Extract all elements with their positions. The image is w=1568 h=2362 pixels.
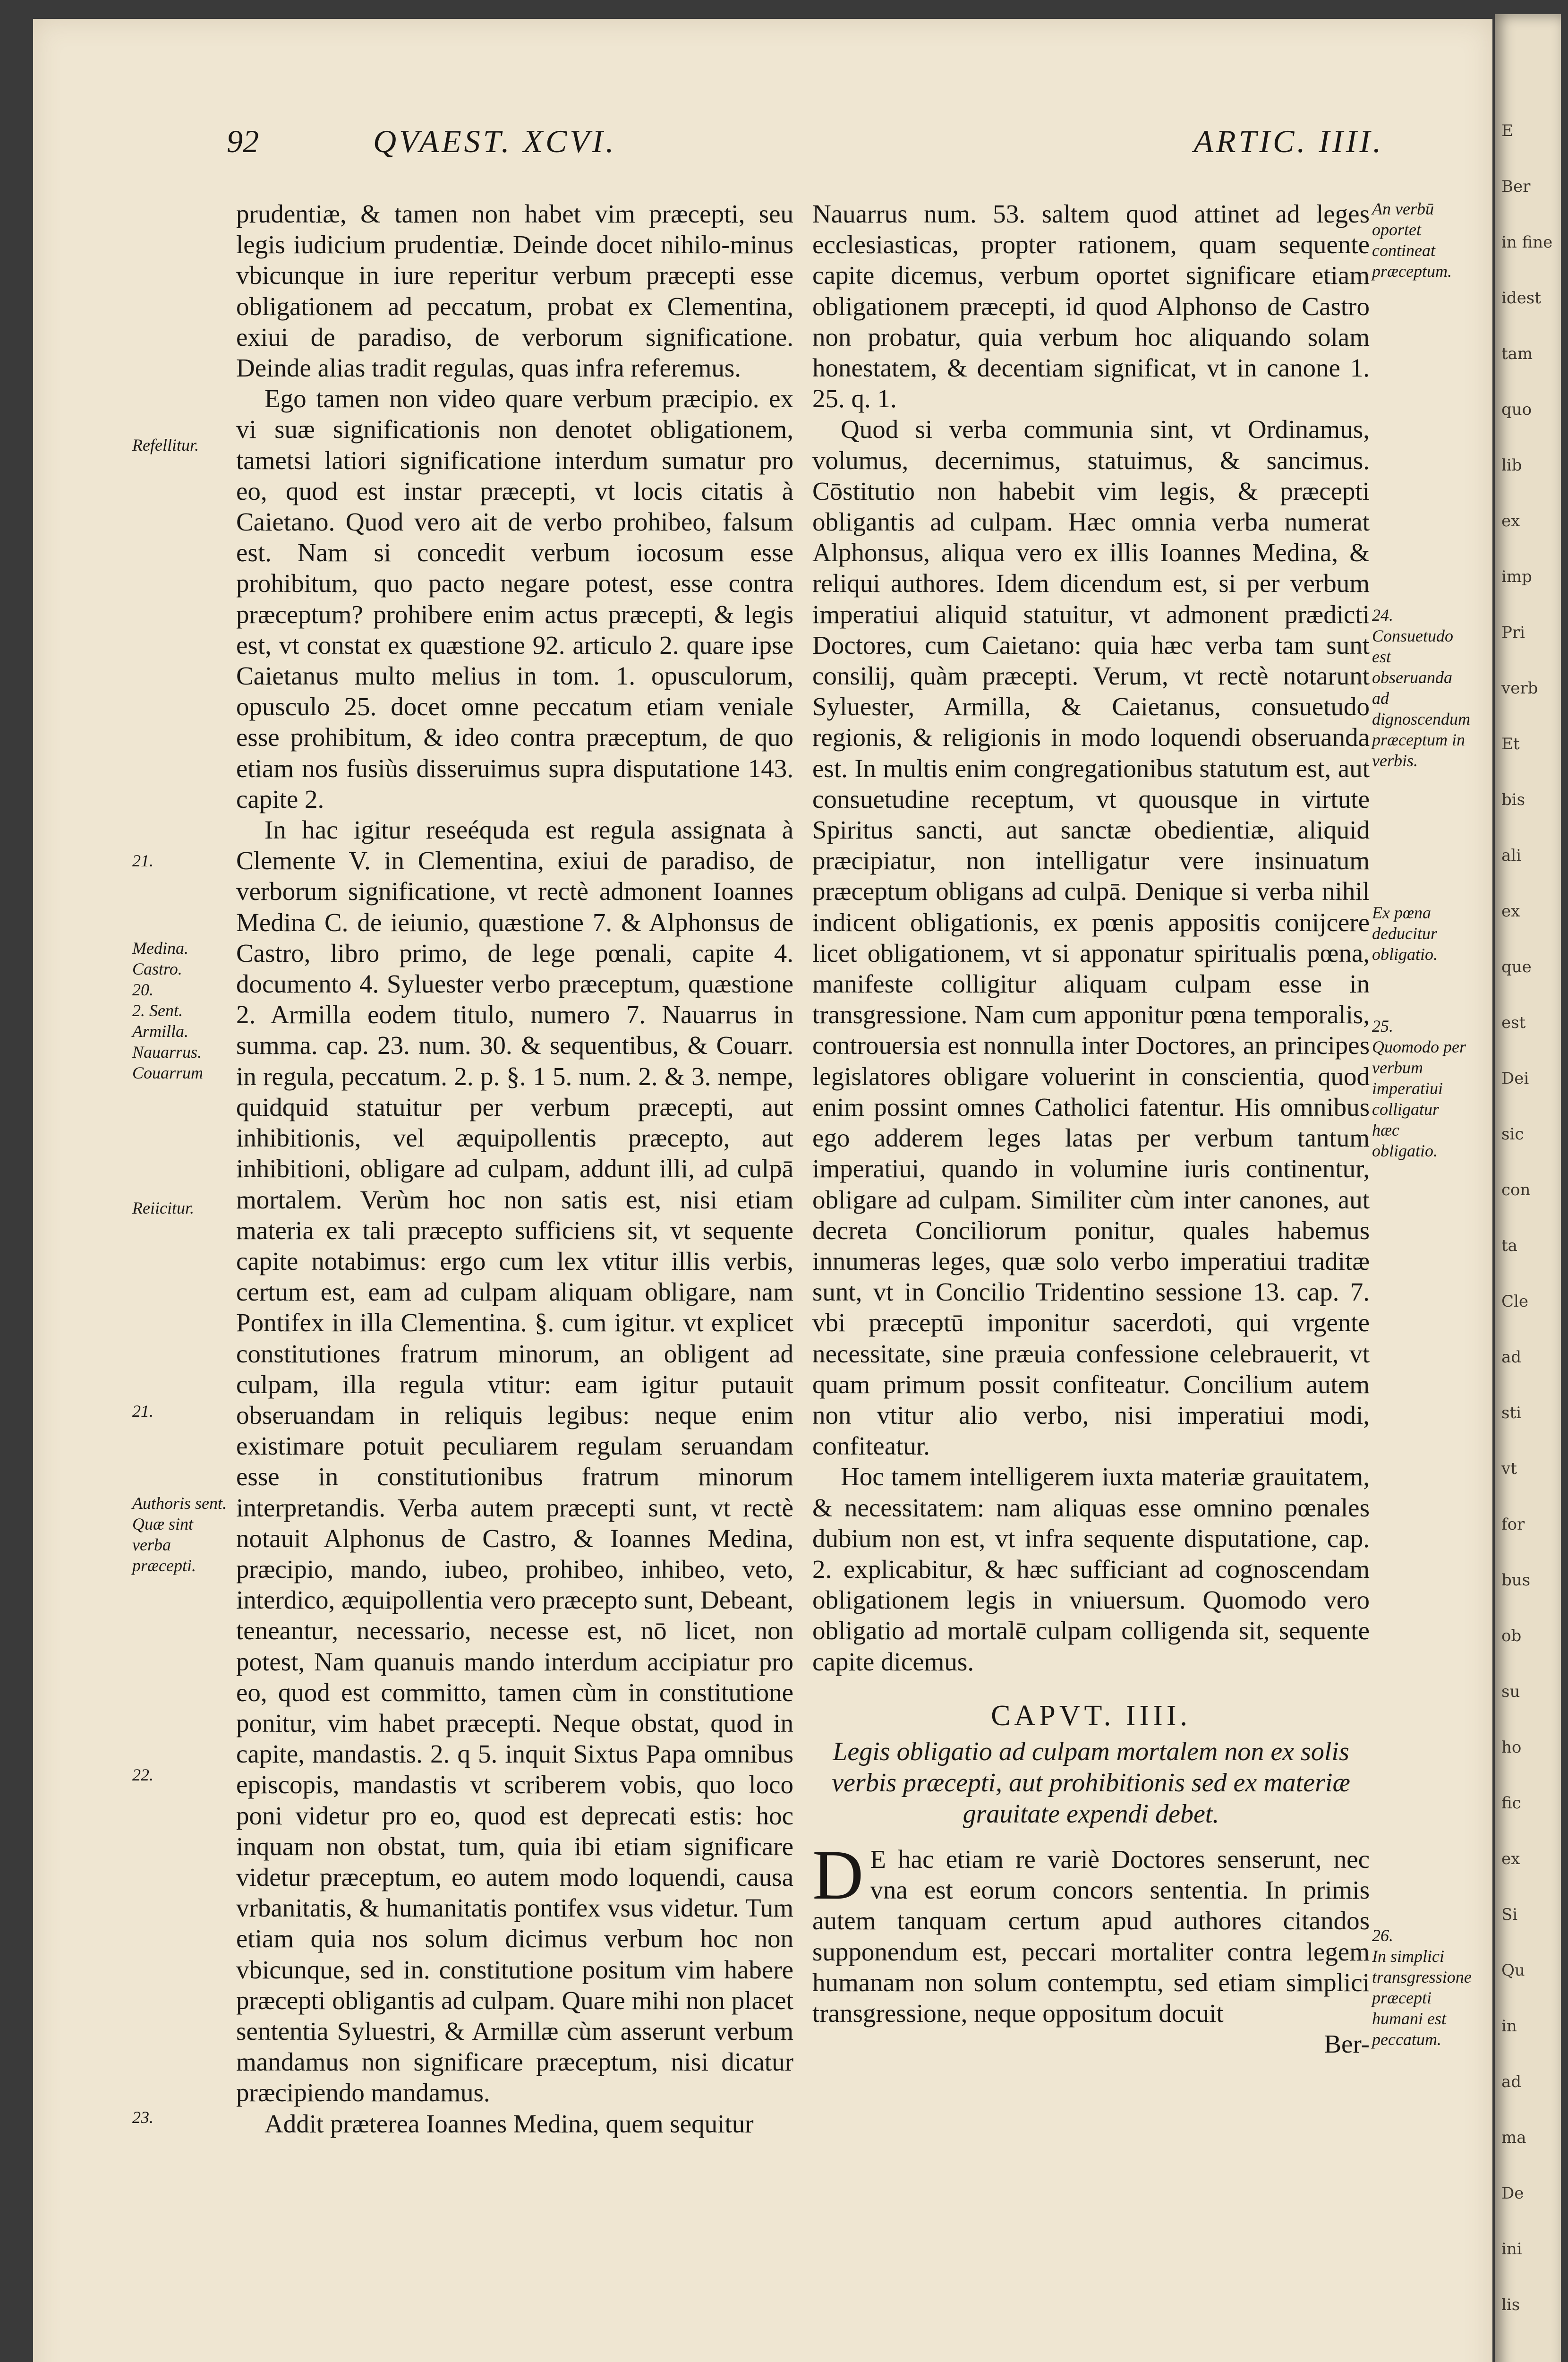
next-page-fragment: sti — [1501, 1404, 1521, 1422]
next-page-fragment: in — [1501, 2017, 1517, 2036]
next-page-fragment: Et — [1501, 735, 1520, 753]
next-page-fragment: tam — [1501, 344, 1533, 363]
margin-note-left: Refellitur. — [132, 436, 199, 454]
margin-note-left: Reiicitur. — [132, 1198, 194, 1217]
next-page-fragment: imp — [1501, 567, 1532, 586]
next-page-fragment: E — [1501, 121, 1513, 140]
next-page-fragment: ini — [1501, 2240, 1522, 2259]
next-page-fragment: ex — [1501, 512, 1520, 531]
next-page-fragment: ho — [1501, 1738, 1522, 1757]
next-page-fragment: ma — [1501, 2128, 1526, 2147]
margin-note-right: An verbū oportet contineat præceptum. — [1372, 199, 1452, 281]
paragraph: Quod si verba communia sint, vt Ordinamus, volumus, decernimus, statuimus, & sancimus. Cōstitutio non habebit vim legis, & præcepti obligantis ad culpam. Hæc omnia verba numerat Alphonsus, aliqua vero ex illis Ioannes Medina, & reliqui authores. Idem dicendum est, si per verbum imperatiui aliquid statuitur, vt admonent prædicti Doctores, cum Caietano: quia hæc verba tam sunt consilij, quàm præcepti. Verum, vt rectè notarunt Syluester, Armilla, & Caietanus, consuetudo regionis, & religionis in modo loquendi obseruanda est. In multis enim congregationibus statutum est, aut consuetudine receptum, vt quousque in virtute Spiritus sancti, aut sanctæ obedientiæ, aliquid præcipiatur, non intelligatur vere insinuatum præceptum obligans ad culpā. Denique si verba nihil indicent obligationis, ex pœnis appositis conijcere licet obligationem, vt si apponatur spiritualis pœna, manifeste colligitur aliquam culpam esse in transgressione. Nam cum apponitur pœna temporalis, controuersia est nonnulla inter Doctores, an principes legislatores obligare voluerint in conscientia, quod enim possint omnes Catholici fatentur. His omnibus ego adderem leges latas per verbum tantum imperatiui, quando in volumine iuris continentur, obligare ad culpam. Similiter cùm inter canones, aut decreta Conciliorum ponitur, quales habemus innumeras leges, quæ solo verbo imperatiui traditæ sunt, vt in Concilio Tridentino sessione 13. cap. 7. vbi præceptū imponitur sacerdoti, qui vrgente necessitate, sine præuia confessione celebrauerit, vt quam primum possit confiteatur. Concilium autem non vtitur alio verbo, nisi imperatiui modi, confiteatur. — [812, 415, 1370, 1461]
next-page-fragment: sic — [1501, 1125, 1524, 1144]
next-page-fragment: Dei — [1501, 1069, 1529, 1088]
next-page-fragment: vt — [1501, 1459, 1517, 1478]
next-page-fragment: Cle — [1501, 1292, 1529, 1311]
margin-note-right: 25. Quomodo per verbum imperatiui colligatur hæc obligatio. — [1372, 1017, 1466, 1160]
margin-note-right: 26. In simplici transgressione præcepti humani est peccatum. — [1372, 1926, 1472, 2049]
next-page-fragment: bis — [1501, 790, 1525, 809]
paragraph: Nauarrus num. 53. saltem quod attinet ad leges ecclesiasticas, propter rationem, quam sequente capite dicemus, verbum oportet significare etiam obligationem præcepti, id quod Alphonso de Castro non probatur, quia verbum hoc aliquando solam honestatem, & decentiam significat, vt in canone 1. 25. q. 1. — [812, 199, 1370, 413]
next-page-fragment: ob — [1501, 1626, 1522, 1645]
next-page-edge — [1495, 14, 1561, 2362]
chapter-paragraph — [812, 1835, 1370, 2028]
margin-note-left: 21. — [132, 1402, 153, 1421]
running-head — [208, 123, 1412, 165]
chapter-summary: Legis obligatio ad culpam mortalem non ex solis verbis præcepti, aut prohibitionis sed ex materiæ grauitate expendi debet. — [832, 1737, 1350, 1829]
chapter-heading: CAPVT. IIII. — [991, 1699, 1191, 1732]
next-page-fragment: Ber — [1501, 177, 1531, 196]
page-number: 92 — [227, 123, 259, 159]
margin-note-left: Medina. Castro. 20. 2. Sent. Armilla. Nauarrus. Couarrum — [132, 939, 204, 1082]
paragraph: Ego tamen non video quare verbum præcipio. ex vi suæ significationis non denotet obligationem, tametsi latiori significatione interdum sumatur pro eo, quod est instar præcepti, vt locis citatis à Caietano. Quod vero ait de verbo prohibeo, falsum est. Nam si concedit verbum iocosum esse prohibitum, quo pacto negare potest, esse contra præceptum? prohibere enim actus præcepti, & legis est, vt constat ex quæstione 92. articulo 2. quare ipse Caietanus multo melius in tom. 1. opusculorum, opusculo 25. docet omne peccatum etiam veniale esse prohibitum, & ideo contra præceptum, de quo etiam nos fusiùs disseruimus supra disputatione 143. capite 2. — [236, 384, 793, 813]
next-page-fragment: ta — [1501, 1236, 1517, 1255]
next-page-fragment: Pri — [1501, 623, 1525, 642]
chapter-body: E hac etiam re variè Doctores senserunt, nec vna est eorum concors sententia. In primis autem tanquam certum apud authores citandos supponendum est, peccari mortaliter contra legem humanam non solum contemptu, sed etiam simplici transgressione, neque oppositum docuit — [812, 1844, 1370, 2028]
paragraph: Addit præterea Ioannes Medina, quem sequitur — [264, 2109, 754, 2138]
next-page-fragment: Qu — [1501, 1961, 1525, 1980]
paragraph: Hoc tamem intelligerem iuxta materiæ grauitatem, & necessitatem: nam aliquas esse omnino pœnales dubium non est, vt infra sequente disputatione, cap. 2. explicabitur, & hæc sufficiant ad cognoscendam obligationem legis in vniuersum. Quomodo vero obligatio ad mortalē culpam colligenda sit, sequente capite dicemus. — [812, 1462, 1370, 1676]
next-page-fragment: ad — [1501, 2072, 1522, 2091]
next-page-fragment: ali — [1501, 846, 1522, 865]
next-page-fragment: ex — [1501, 1849, 1520, 1868]
margin-note-right: Ex pœna deducitur obligatio. — [1372, 903, 1438, 964]
margin-note-right: 24. Consuetudo est obseruanda ad dignoscendum præceptum in verbis. — [1372, 606, 1470, 770]
article-heading: ARTIC. IIII. — [1193, 123, 1384, 159]
catchword: Ber- — [1324, 2029, 1370, 2059]
next-page-fragment: in fine — [1501, 233, 1553, 252]
paragraph: prudentiæ, & tamen non habet vim præcepti, seu legis iudicium prudentiæ. Deinde docet nihilo-minus vbicunque in iure reperitur verbum præcepti esse obligationem ad peccatum, probat ex Clementina, exiui de paradiso, de verborum significatione. Deinde alias tradit regulas, quas infra referemus. — [236, 199, 793, 383]
next-page-fragment: Si — [1501, 1905, 1518, 1924]
next-page-fragment: idest — [1501, 289, 1541, 308]
paragraph: In hac igitur reseéquda est regula assignata à Clemente V. in Clementina, exiui de paradiso, de verborum significatione, vt rectè admonent Ioannes Medina C. de ieiunio, quæstione 7. & Alphonsus de Castro, libro primo, de lege pœnali, capite 4. documento 4. Syluester verbo præceptum, quæstione 2. Armilla eodem titulo, numero 7. Nauarrus in summa. cap. 23. num. 30. & sequentibus, & Couarr. in regula, peccatum. 2. p. §. 1 5. num. 2. & 3. nempe, quidquid statuitur per verbum præcepti, aut inhibitionis, vel æquipollentis præcepto, aut inhibitioni, obligare ad culpam, addunt illi, ad culpā mortalem. Verùm hoc non satis est, nisi etiam materia ex tali præcepto sufficiens sit, vt sequente capite notabimus: ergo cum lex vtitur illis verbis, certum est, eam ad culpam aliquam obligare, nam Pontifex in illa Clementina. §. cum igitur. vt explicet constitutiones fratrum minorum, an obligent ad culpam, illa regula vtitur: eam igitur putauit obseruandam in reliquis legibus: neque enim existimare potuit peculiarem regulam seruandam esse in constitutionibus fratrum minorum interpretandis. Verba autem præcepti sunt, vt rectè notauit Alphonus de Castro, & Ioannes Medina, præcipio, mando, iubeo, prohibeo, inhibeo, veto, interdico, æquipollentia vero præcepto sunt, Debeant, teneantur, necessario, necesse est, nō licet, non potest, Nam quanuis mando interdum accipiatur pro eo, quod est committo, tamen cùm in constitutione ponitur, vim habet præcepti. Neque obstat, quod in capite, mandastis. 2. q 5. inquit Sixtus Papa omnibus episcopis, mandastis vt scriberem vobis, quo loco poni videtur pro eo, quod est deprecati estis: hoc inquam non obstat, tum, quia ibi etiam significare videtur præceptum, eo autem modo loquendi, causa vrbanitatis, & humanitatis pontifex vsus videtur. Tum etiam quia nos solum dicimus verbum hoc non vbicunque, sed in. constitutione positum vim habere præcepti obligantis ad culpam. Quare mihi non placet sententia Syluestri, & Armillæ cùm asserunt verbum mandamus non significare præceptum, nisi dicatur præcipiendo mandamus. — [236, 815, 793, 2107]
drop-capital: D — [812, 1835, 864, 1914]
margin-note-left: Authoris sent. Quæ sint verba præcepti. — [132, 1494, 227, 1575]
next-page-fragment: ad — [1501, 1348, 1522, 1367]
margin-note-left: 21. — [132, 851, 153, 870]
next-page-fragment: con — [1501, 1181, 1531, 1199]
next-page-fragment: bus — [1501, 1571, 1531, 1590]
next-page-fragment: que — [1501, 958, 1532, 976]
next-page-fragment: lib — [1501, 456, 1522, 475]
next-page-fragment: fic — [1501, 1794, 1521, 1813]
next-page-fragment: for — [1501, 1515, 1525, 1534]
next-page-fragment: ex — [1501, 902, 1520, 921]
margin-note-left: 23. — [132, 2108, 153, 2127]
question-heading: QVAEST. XCVI. — [373, 123, 617, 159]
next-page-fragment: verb — [1501, 679, 1538, 698]
margin-note-left: 22. — [132, 1765, 153, 1784]
next-page-fragment: De — [1501, 2184, 1524, 2203]
next-page-fragment: su — [1501, 1682, 1520, 1701]
next-page-fragment: lis — [1501, 2295, 1520, 2314]
left-column — [236, 198, 793, 2139]
next-page-fragment: est — [1501, 1013, 1526, 1032]
next-page-fragment: quo — [1501, 400, 1532, 419]
right-column — [812, 198, 1370, 2059]
